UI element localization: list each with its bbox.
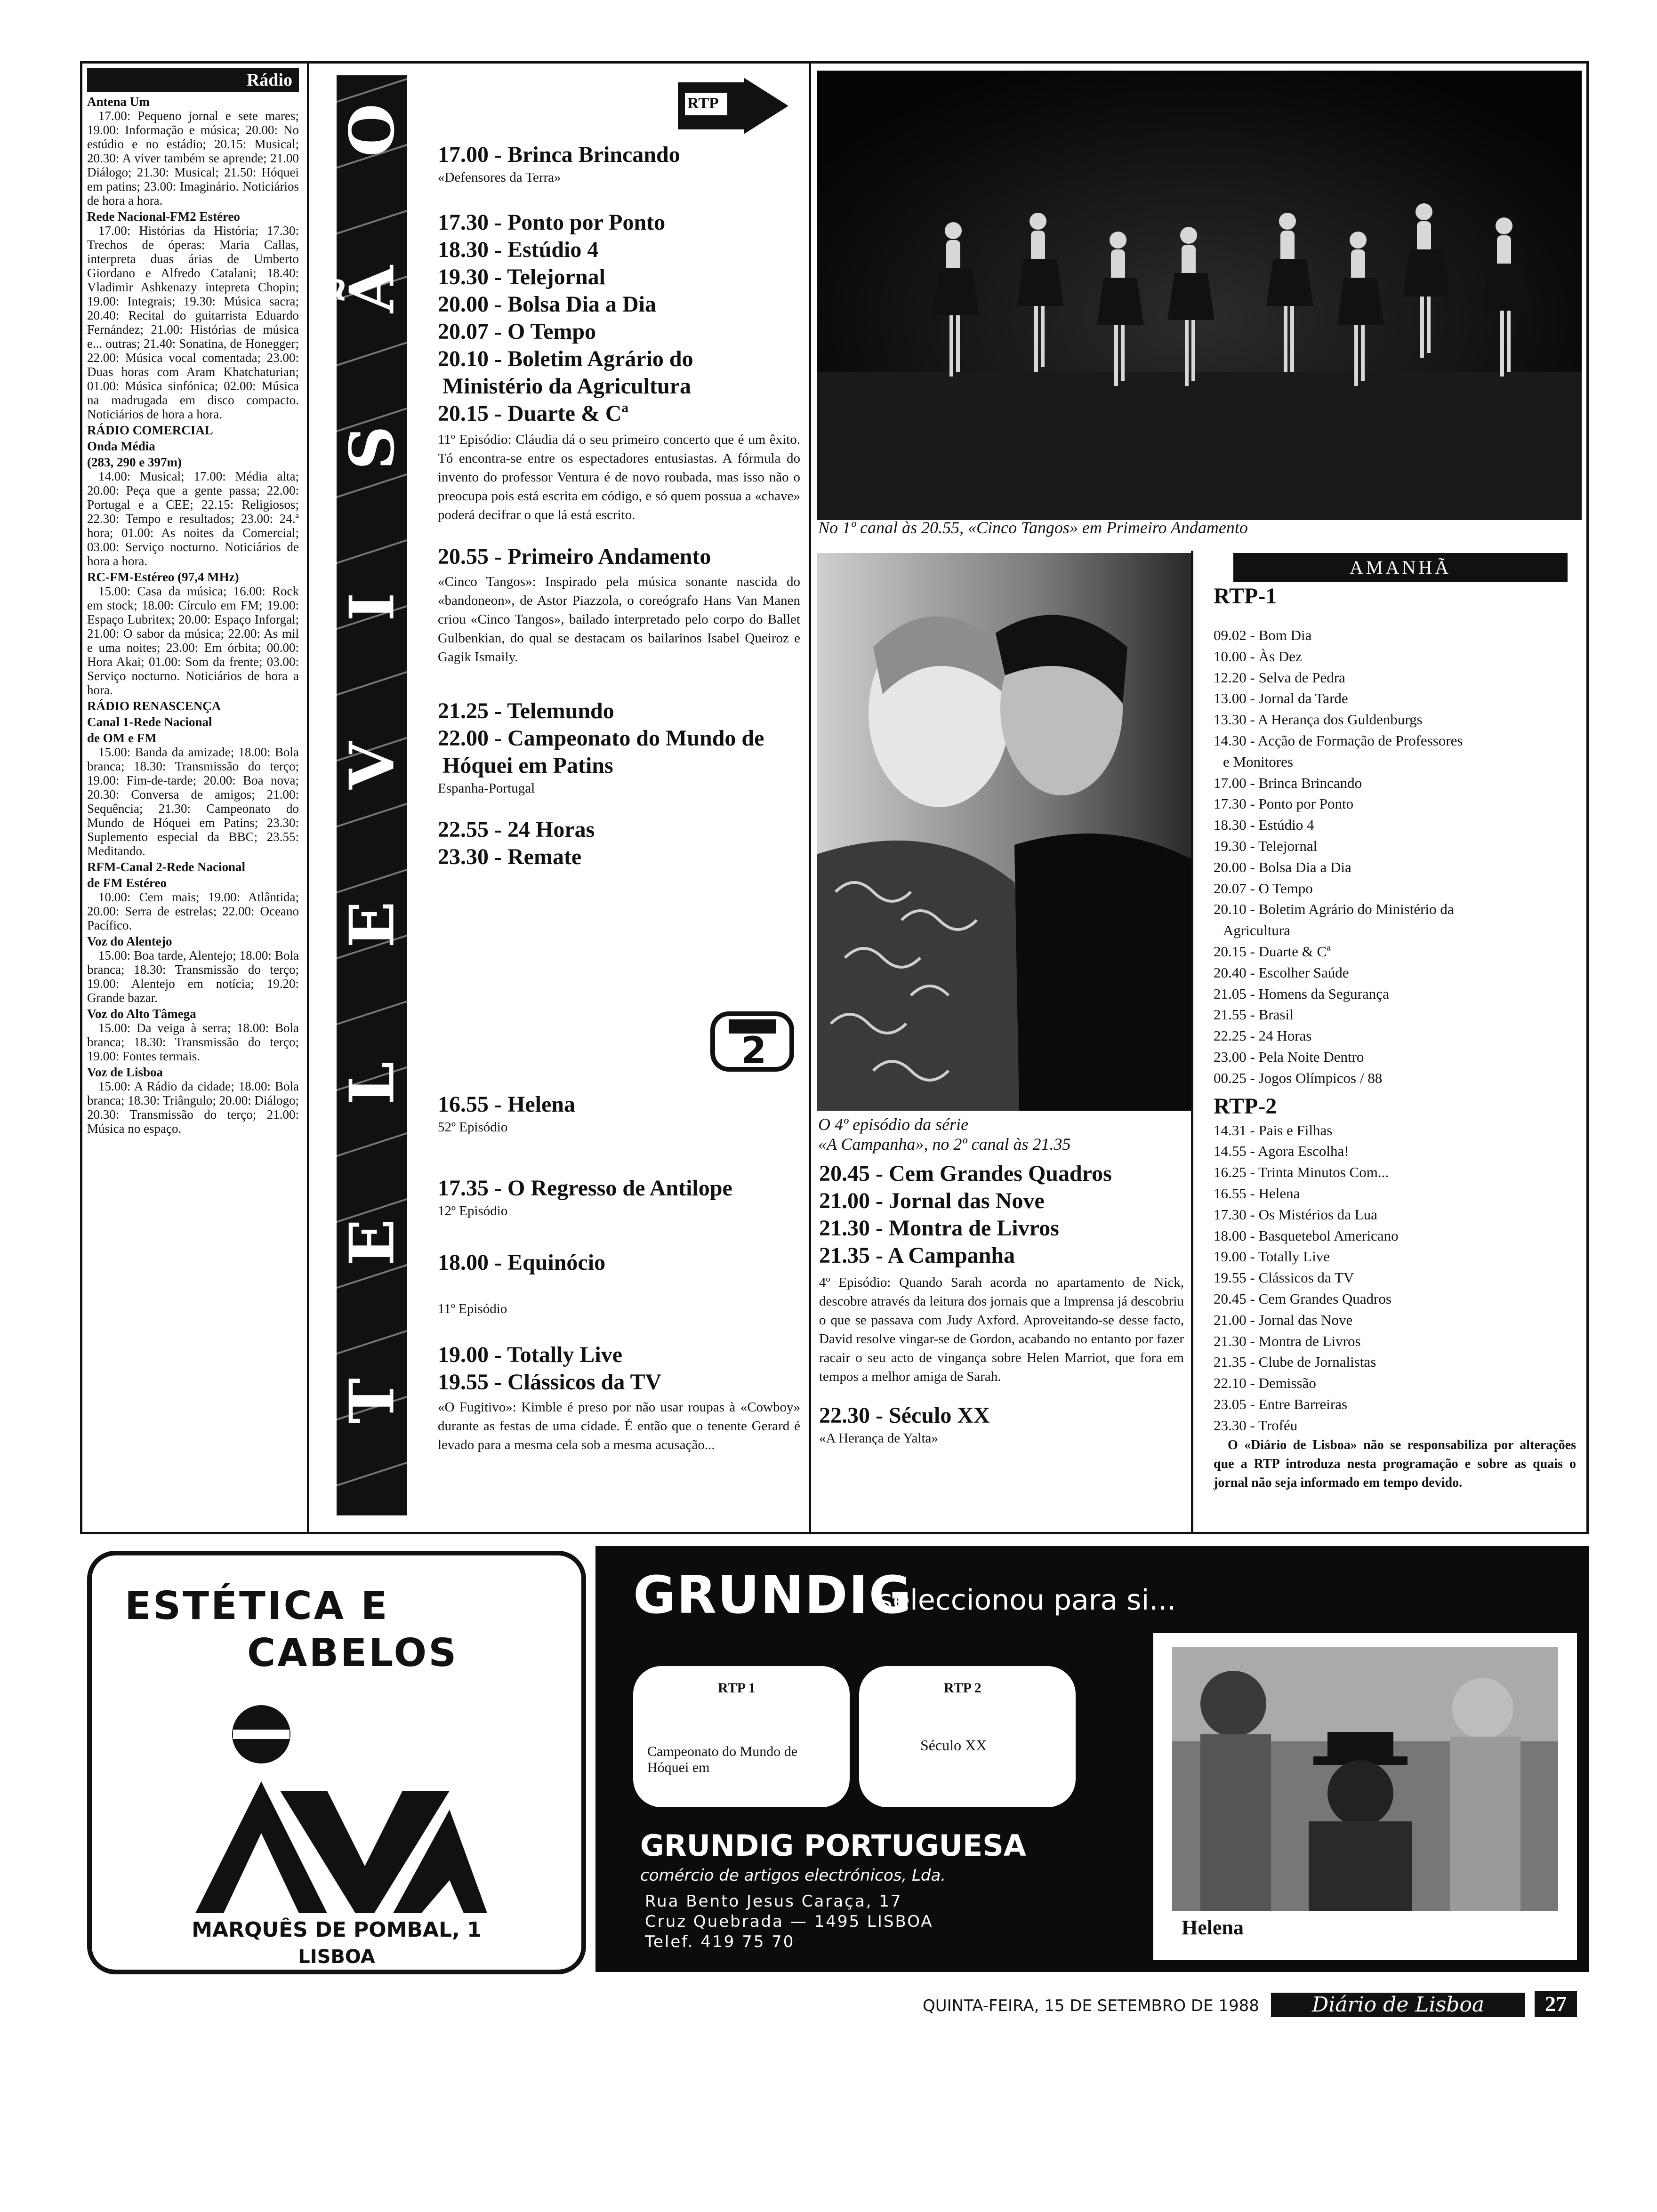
banner-stripe <box>337 539 407 564</box>
amanha-program: 16.55 - Helena <box>1214 1185 1300 1202</box>
program-helena: 16.55 - Helena <box>438 1092 575 1117</box>
program-entry: 19.55 - Clássicos da TV <box>438 1370 662 1395</box>
antilope-subtitle: 12º Episódio <box>438 1203 508 1218</box>
radio-station-programs: 15.00: Banda da amizade; 18.00: Bola branca; 18.30: Transmissão do terço; 19.00: Fim-de-tarde; 20.00: Boa nova; 20.30: Conversa de amigos; 21.00: Sequência; 21.30: Campeonato do Mundo de Hóquei em Patins; 23.30: Suplemento especial da BBC; 23.55: Meditando. <box>87 745 299 858</box>
amanha-header: AMANHÃ <box>1233 553 1568 582</box>
amanha-program: Agricultura <box>1223 922 1290 939</box>
grundig-tagline: seleccionou para si... <box>878 1584 1176 1617</box>
radio-station-name: Onda Média <box>87 439 155 453</box>
program-entry: 21.00 - Jornal das Nove <box>819 1188 1045 1213</box>
grundig-company-sub: comércio de artigos electrónicos, Lda. <box>640 1866 946 1885</box>
amanha-program: 17.30 - Os Mistérios da Lua <box>1214 1206 1377 1223</box>
television-banner <box>337 75 407 1515</box>
radio-station-programs: 14.00: Musical; 17.00: Média alta; 20.00: Peça que a gente passa; 22.00: Portugal e a CEE; 22.15: Religiosos; 22.30: Tempo e resultados; 23.00: 24.ª hora; 01.00: As noites da Comercial; 03.00: Serviço nocturno. Noticiários de hora a hora. <box>87 469 299 568</box>
radio-station-programs: 15.00: Boa tarde, Alentejo; 18.00: Bola branca; 18.30: Transmissão do terço; 19.00: Alentejo em notícia; 19.20: Grande bazar. <box>87 948 299 1005</box>
program-entry: Hóquei em Patins <box>442 753 613 778</box>
amanha-program: 09.02 - Bom Dia <box>1214 627 1312 643</box>
radio-section-tag: Rádio <box>87 68 299 92</box>
program-seculo-xx: 22.30 - Século XX <box>819 1403 990 1428</box>
amanha-program: 23.05 - Entre Barreiras <box>1214 1395 1348 1412</box>
radio-station-name: Voz do Alentejo <box>87 934 172 948</box>
banner-letter: Ã <box>336 265 408 313</box>
rtp2-logo <box>710 1011 795 1072</box>
column-rule <box>809 61 811 1534</box>
amanha-program: 20.40 - Escolher Saúde <box>1214 964 1349 981</box>
helena-photo <box>1153 1633 1577 1960</box>
amanha-rtp2-title: RTP-2 <box>1214 1093 1277 1119</box>
program-entry: 20.15 - Duarte & Cª <box>438 401 628 426</box>
program-entry: 23.30 - Remate <box>438 844 582 869</box>
campanha-description: 4º Episódio: Quando Sarah acorda no apartamento de Nick, descobre através da leitura dos jornais que a Imprensa já descobriu o que se passava com Judy Axford. Aproveitando-se desse facto, David resolve vingar-se de Gordon, acabando no entanto por fazer racair o seu acto de vingança sobre Helen Marriot, que fora em tempos a melhor amiga de Sarah. <box>819 1275 1184 1384</box>
banner-letter: S <box>336 425 408 470</box>
banner-stripe <box>337 1132 407 1157</box>
grundig-address-1: Rua Bento Jesus Caraça, 17 <box>645 1892 902 1911</box>
footer-page-number: 27 <box>1535 1991 1577 2017</box>
program-entry: 20.07 - O Tempo <box>438 319 596 344</box>
amanha-program: 22.25 - 24 Horas <box>1214 1027 1312 1044</box>
campanha-photo <box>817 553 1191 1111</box>
rtp2-evening-listing <box>819 1160 1184 1447</box>
amanha-program: 20.45 - Cem Grandes Quadros <box>1214 1290 1392 1307</box>
radio-station-name: Antena Um <box>87 95 150 109</box>
amanha-program: 17.30 - Ponto por Ponto <box>1214 795 1354 812</box>
program-equinocio: 18.00 - Equinócio <box>438 1250 606 1275</box>
ballet-caption: No 1º canal às 20.55, «Cinco Tangos» em Primeiro Andamento <box>818 518 1248 537</box>
banner-letter: V <box>336 742 408 789</box>
campanha-caption-line2: «A Campanha», no 2º canal às 21.35 <box>818 1135 1071 1154</box>
tv2-logo: RTP 2 <box>944 1680 981 1696</box>
amanha-program: 18.30 - Estúdio 4 <box>1214 817 1314 834</box>
eva-advertisement <box>87 1551 586 1974</box>
radio-column <box>87 68 299 1530</box>
program-entry: 19.30 - Telejornal <box>438 264 605 289</box>
program-entry: 21.30 - Montra de Livros <box>819 1216 1059 1241</box>
radio-station-name: de OM e FM <box>87 731 157 745</box>
radio-station-name: Voz de Lisboa <box>87 1065 163 1079</box>
radio-station-programs: 15.00: Casa da música; 16.00: Rock em stock; 18.00: Círculo em FM; 19.00: Espaço Lubritex; 20.00: Espaço Inforgal; 21.00: O sabor da música; 22.00: As mil e uma noites; 23.00: Em órbita; 00.00: Hora Akai; 01.00: Som da frente; 03.00: Serviço nocturno. Noticiários de hora a hora. <box>87 584 299 697</box>
amanha-program: 14.55 - Agora Escolha! <box>1214 1143 1349 1160</box>
program-entry: 18.30 - Estúdio 4 <box>438 237 599 262</box>
amanha-program: 23.00 - Pela Noite Dentro <box>1214 1048 1364 1065</box>
rtp1-program-group <box>438 816 800 871</box>
rtp2-listing <box>438 1091 800 1454</box>
amanha-program: 16.25 - Trinta Minutos Com... <box>1214 1164 1389 1181</box>
footer-paper-name: Diário de Lisboa <box>1271 1993 1525 2017</box>
radio-station-programs: 15.00: A Rádio da cidade; 18.00: Bola branca; 18.30: Triângulo; 20.00: Diálogo; 20.30: Transmissão do terço; 21.00: Música no espaço. <box>87 1079 299 1136</box>
amanha-rtp2-list <box>1214 1120 1576 1436</box>
banner-stripe <box>337 803 407 828</box>
amanha-program: 19.55 - Clássicos da TV <box>1214 1269 1354 1286</box>
amanha-program: 21.05 - Homens da Segurança <box>1214 985 1389 1002</box>
amanha-program: 19.00 - Totally Live <box>1214 1248 1330 1265</box>
amanha-program: 23.30 - Troféu <box>1214 1417 1298 1434</box>
eva-headline-1: ESTÉTICA E <box>125 1584 389 1628</box>
seculo-subtitle: «A Herança de Yalta» <box>819 1431 938 1446</box>
amanha-program: 22.10 - Demissão <box>1214 1375 1316 1392</box>
banner-stripe <box>337 342 407 367</box>
helena-subtitle: 52º Episódio <box>438 1120 508 1135</box>
amanha-program: 21.30 - Montra de Livros <box>1214 1332 1361 1349</box>
grundig-brand: GRUNDIG <box>633 1565 912 1625</box>
banner-stripe <box>337 671 407 696</box>
eva-logo <box>186 1697 487 1923</box>
amanha-panel <box>1214 583 1576 1492</box>
rtp2-program-group <box>819 1160 1184 1269</box>
amanha-program: 21.00 - Jornal das Nove <box>1214 1311 1353 1328</box>
rtp1-logo <box>673 78 791 134</box>
banner-letter: I <box>336 592 408 621</box>
radio-station-name: RC-FM-Estéreo (97,4 MHz) <box>87 570 239 584</box>
radio-station-programs: 10.00: Cem mais; 19.00: Atlântida; 20.00: Serra de estrelas; 22.00: Oceano Pacífico. <box>87 890 299 932</box>
radio-station-programs: 17.00: Pequeno jornal e sete mares; 19.00: Informação e música; 20.00: No estúdio e no estádio; 20.15: Musical; 20.30: A viver também se aprende; 21.00 Diálogo; 21.30: Musical; 21.50: Hóquei em patins; 23.00: Imaginário. Noticiários de hora a hora. <box>87 109 299 208</box>
amanha-program: 20.15 - Duarte & Cª <box>1214 943 1331 960</box>
amanha-program: 21.35 - Clube de Jornalistas <box>1214 1354 1376 1370</box>
amanha-rtp1-title: RTP-1 <box>1214 584 1277 609</box>
rtp2-program-group <box>438 1341 800 1396</box>
tv2-caption: Século XX <box>920 1737 987 1754</box>
program-entry: Ministério da Agricultura <box>442 374 691 399</box>
amanha-program: 17.00 - Brinca Brincando <box>1214 774 1362 791</box>
grundig-advertisement <box>595 1546 1589 1972</box>
rtp1-listing <box>438 141 800 871</box>
program-entry: 22.55 - 24 Horas <box>438 817 595 842</box>
eva-headline-2: CABELOS <box>247 1631 458 1675</box>
eva-address-1: MARQUÊS DE POMBAL, 1 <box>192 1918 482 1942</box>
amanha-program: 20.00 - Bolsa Dia a Dia <box>1214 858 1351 875</box>
amanha-program: 20.10 - Boletim Agrário do Ministério da <box>1214 901 1454 918</box>
amanha-program: 14.31 - Pais e Filhas <box>1214 1122 1333 1138</box>
column-rule <box>1191 551 1193 1534</box>
banner-stripe <box>337 210 407 235</box>
program-brinca: 17.00 - Brinca Brincando <box>438 142 680 167</box>
helena-photo-caption: Helena <box>1182 1916 1244 1939</box>
program-subtitle: «Defensores da Terra» <box>438 170 561 185</box>
amanha-program: 20.07 - O Tempo <box>1214 880 1313 897</box>
amanha-program: 10.00 - Às Dez <box>1214 648 1302 665</box>
rtp1-logo-text: RTP <box>687 95 719 112</box>
radio-station-name: RÁDIO COMERCIAL <box>87 423 213 437</box>
program-entry: 21.25 - Telemundo <box>438 698 614 723</box>
banner-stripe <box>337 1330 407 1355</box>
program-entry: 21.35 - A Campanha <box>819 1243 1015 1268</box>
radio-station-programs: 15.00: Da veiga à serra; 18.00: Bola branca; 18.30: Transmissão do terço; 19.00: Fontes termais. <box>87 1021 299 1063</box>
eva-address-2: LISBOA <box>298 1946 375 1968</box>
tv-screen-rtp1 <box>633 1666 850 1807</box>
radio-station-name: Rede Nacional-FM2 Estéreo <box>87 209 240 224</box>
radio-station-name: (283, 290 e 397m) <box>87 455 182 469</box>
banner-letter: T <box>336 1378 408 1424</box>
program-entry: 19.00 - Totally Live <box>438 1342 623 1367</box>
primeiro-description: «Cinco Tangos»: Inspirado pela música sonante nascida do «bandoneon», de Astor Piazzola, o coreógrafo Hans Van Manen criou «Cinco Tangos», bailado interpretado pelo corpo do Ballet Gulbenkian, do qual se destacam os bailarinos Isabel Queiroz e Gagik Ismaily. <box>438 574 800 665</box>
radio-station-name: RFM-Canal 2-Rede Nacional <box>87 860 245 874</box>
amanha-program: 14.30 - Acção de Formação de Professores <box>1214 732 1463 749</box>
program-antilope: 17.35 - O Regresso de Antilope <box>438 1176 732 1201</box>
rtp1-program-group <box>438 209 800 427</box>
amanha-disclaimer: O «Diário de Lisboa» não se responsabiliza por alterações que a RTP introduza nesta programação e sobre as quais o jornal não seja informado em tempo devido. <box>1214 1438 1576 1491</box>
amanha-program: 00.25 - Jogos Olímpicos / 88 <box>1214 1069 1383 1086</box>
equinocio-subtitle: 11º Episódio <box>438 1301 507 1316</box>
program-entry: 20.10 - Boletim Agrário do <box>438 346 693 371</box>
column-rule <box>307 61 309 1534</box>
duarte-description: 11º Episódio: Cláudia dá o seu primeiro concerto que é um êxito. Tó encontra-se entre os espectadores entusiastas. A fórmula do invento do professor Ventura é de novo roubada, mas isso não o preocupa pois está escrita em código, e só quem possua a «chave» poderá decifrar o que lá está escrito. <box>438 432 800 522</box>
program-entry: 22.00 - Campeonato do Mundo de <box>438 726 764 751</box>
amanha-program: e Monitores <box>1223 753 1293 770</box>
radio-station-name: RÁDIO RENASCENÇA <box>87 699 221 713</box>
grundig-company: GRUNDIG PORTUGUESA <box>640 1828 1026 1863</box>
amanha-program: 18.00 - Basquetebol Americano <box>1214 1227 1399 1244</box>
amanha-program: 19.30 - Telejornal <box>1214 837 1318 854</box>
hoquei-subtitle: Espanha-Portugal <box>438 781 535 796</box>
program-entry: 20.00 - Bolsa Dia a Dia <box>438 292 657 317</box>
grundig-address-2: Cruz Quebrada — 1495 LISBOA <box>645 1912 933 1931</box>
banner-letter: E <box>336 901 408 948</box>
amanha-program: 13.30 - A Herança dos Guldenburgs <box>1214 711 1423 728</box>
grundig-phone: Telef. 419 75 70 <box>645 1932 795 1951</box>
banner-stripe <box>337 1462 407 1487</box>
radio-station-list <box>87 95 299 1136</box>
program-primeiro-andamento: 20.55 - Primeiro Andamento <box>438 544 711 569</box>
amanha-program: 13.00 - Jornal da Tarde <box>1214 690 1348 707</box>
banner-stripe <box>337 1001 407 1026</box>
rtp1-program-group <box>438 697 800 779</box>
banner-letter: O <box>336 103 408 157</box>
program-entry: 17.30 - Ponto por Ponto <box>438 210 666 235</box>
radio-station-name: de FM Estéreo <box>87 876 167 890</box>
banner-letter: E <box>336 1218 408 1266</box>
amanha-program: 12.20 - Selva de Pedra <box>1214 669 1345 686</box>
campanha-caption-line1: O 4º episódio da série <box>818 1115 969 1134</box>
amanha-rtp1-list <box>1214 625 1576 1089</box>
tv1-logo: RTP 1 <box>718 1680 756 1696</box>
program-entry: 20.45 - Cem Grandes Quadros <box>819 1161 1112 1186</box>
radio-station-programs: 17.00: Histórias da História; 17.30: Trechos de óperas: Maria Callas, interpreta duas árias de Umberto Giordano e Alfredo Catalani; 18.40: Vladimir Ashkenazy intepreta Chopin; 19.00: Integrais; 19.30: Música sacra; 20.40: Recital do guitarrista Eduardo Fernández; 21.00: Histórias de música e... outras; 21.40: Sonatina, de Honegger; 22.00: Música vocal comentada; 23.00: Duas horas com Aram Khatchaturian; 01.00: Música sinfónica; 02.00: Música na madrugada em disco compacto. Noticiários de hora a hora. <box>87 224 299 421</box>
footer-date: QUINTA-FEIRA, 15 DE SETEMBRO DE 1988 <box>923 1996 1259 2015</box>
banner-letter: L <box>336 1061 408 1105</box>
radio-station-name: Voz do Alto Tâmega <box>87 1007 196 1021</box>
tv1-caption: Campeonato do Mundo de Hóquei em <box>647 1744 798 1775</box>
page-footer <box>923 1991 1591 2024</box>
rtp2-logo-text: 2 <box>741 1030 767 1072</box>
classicos-description: «O Fugitivo»: Kimble é preso por não usar roupas à «Cowboy» durante as festas de uma cidade. É então que o tenente Gerard é levado para a mesma cela sob a mesma acusação... <box>438 1400 800 1452</box>
tv-screen-rtp2 <box>859 1666 1076 1807</box>
ballet-photo <box>817 71 1582 520</box>
radio-station-name: Canal 1-Rede Nacional <box>87 715 212 729</box>
amanha-program: 21.55 - Brasil <box>1214 1006 1294 1023</box>
